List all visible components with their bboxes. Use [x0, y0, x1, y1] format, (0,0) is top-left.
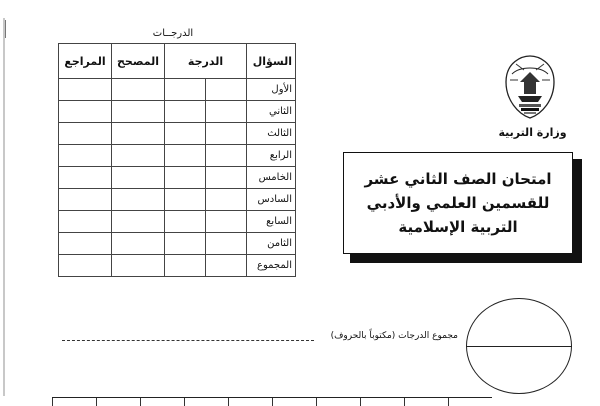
exam-title-line-2: للقسمين العلمي والأدبي — [366, 194, 550, 212]
grade-cell-a[interactable] — [206, 233, 247, 255]
reviewer-cell[interactable] — [59, 79, 112, 101]
reviewer-cell[interactable] — [59, 233, 112, 255]
grade-cell-a[interactable] — [206, 189, 247, 211]
table-row — [59, 79, 296, 101]
grade-cell-b[interactable] — [165, 211, 206, 233]
grader-cell[interactable] — [112, 167, 165, 189]
grades-table-body — [59, 79, 296, 277]
grader-cell[interactable] — [112, 79, 165, 101]
header-question: السؤال — [247, 44, 296, 79]
table-row — [59, 255, 296, 277]
header-reviewer: المراجع — [59, 44, 112, 79]
exam-title-line-3: التربية الإسلامية — [398, 218, 518, 236]
grader-cell[interactable] — [112, 211, 165, 233]
reviewer-cell[interactable] — [59, 123, 112, 145]
reviewer-cell[interactable] — [59, 255, 112, 277]
ministry-name: وزارة التربية — [498, 126, 567, 139]
reviewer-cell[interactable] — [59, 189, 112, 211]
grade-cell-b[interactable] — [165, 101, 206, 123]
grade-cell-b[interactable] — [165, 79, 206, 101]
question-label: السادس — [247, 189, 296, 211]
reviewer-cell[interactable] — [59, 101, 112, 123]
header-grade: الدرجة — [165, 44, 247, 79]
grades-header: الدرجــات — [152, 28, 194, 39]
question-label: الثاني — [247, 101, 296, 123]
question-label: الأول — [247, 79, 296, 101]
grade-cell-b[interactable] — [165, 233, 206, 255]
grader-cell[interactable] — [112, 145, 165, 167]
score-circle-divider — [466, 346, 572, 347]
grade-cell-b[interactable] — [165, 167, 206, 189]
table-row — [59, 145, 296, 167]
grade-cell-a[interactable] — [206, 123, 247, 145]
grade-cell-a[interactable] — [206, 167, 247, 189]
margin-mark — [5, 20, 6, 38]
grade-cell-a[interactable] — [206, 211, 247, 233]
grader-cell[interactable] — [112, 123, 165, 145]
table-row — [59, 101, 296, 123]
margin-tick — [3, 18, 5, 396]
exam-title-box — [343, 152, 573, 254]
total-in-words-label: مجموع الدرجات (مكتوباً بالحروف) — [330, 331, 458, 341]
table-row — [59, 233, 296, 255]
question-label: الثالث — [247, 123, 296, 145]
grade-cell-a[interactable] — [206, 255, 247, 277]
question-label: السابع — [247, 211, 296, 233]
grader-cell[interactable] — [112, 233, 165, 255]
grader-cell[interactable] — [112, 255, 165, 277]
grade-cell-a[interactable] — [206, 79, 247, 101]
table-row — [59, 123, 296, 145]
grade-cell-b[interactable] — [165, 255, 206, 277]
kuwait-emblem-icon — [502, 52, 558, 122]
grade-cell-b[interactable] — [165, 189, 206, 211]
grade-cell-b[interactable] — [165, 123, 206, 145]
question-label: المجموع — [247, 255, 296, 277]
table-row — [59, 189, 296, 211]
table-row — [59, 167, 296, 189]
grade-cell-a[interactable] — [206, 145, 247, 167]
question-label: الخامس — [247, 167, 296, 189]
table-row — [59, 211, 296, 233]
reviewer-cell[interactable] — [59, 211, 112, 233]
grader-cell[interactable] — [112, 101, 165, 123]
grades-table — [58, 43, 296, 277]
total-in-words-line[interactable] — [62, 340, 314, 341]
reviewer-cell[interactable] — [59, 145, 112, 167]
grade-cell-b[interactable] — [165, 145, 206, 167]
header-grader: المصحح — [112, 44, 165, 79]
exam-title-line-1: امتحان الصف الثاني عشر — [364, 170, 552, 188]
question-label: الرابع — [247, 145, 296, 167]
grader-cell[interactable] — [112, 189, 165, 211]
question-label: الثامن — [247, 233, 296, 255]
reviewer-cell[interactable] — [59, 167, 112, 189]
grades-table-header-row — [59, 44, 296, 79]
grade-cell-a[interactable] — [206, 101, 247, 123]
